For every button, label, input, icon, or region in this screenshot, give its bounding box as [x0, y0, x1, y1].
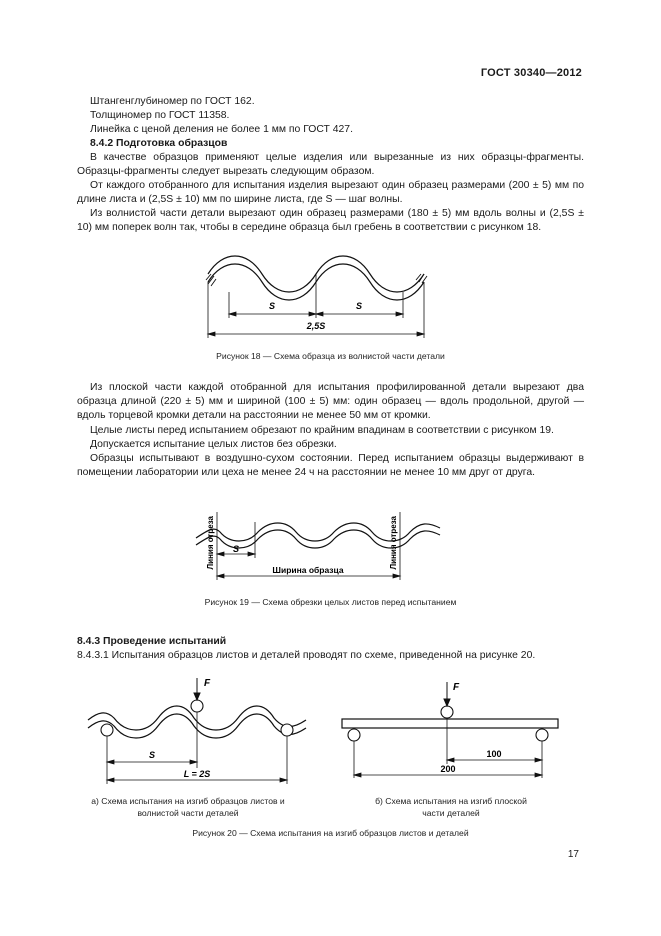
hatch-left: [206, 274, 216, 286]
figure-18-caption: Рисунок 18 — Схема образца из волнистой части детали: [216, 351, 445, 361]
fig19-dim-s: S: [232, 544, 240, 554]
figure-20b-diagram: [336, 668, 566, 788]
section-843-heading: 8.4.3 Проведение испытаний: [77, 636, 227, 647]
figure-18-diagram: [190, 252, 440, 344]
cut-line-left-label: Линия отреза: [206, 516, 215, 570]
figure-20a-caption: а) Схема испытания на изгиб образцов листов и волнистой части деталей: [91, 796, 285, 818]
conditioning-paragraph: Образцы испытывают в воздушно-сухом состоянии. Перед испытанием образцы выдерживают в помещении лаборатории или цеха не менее 24 ч на расстоянии не менее 10 мм друг от друга.: [77, 453, 584, 479]
document-standard-header: ГОСТ 30340—2012: [480, 67, 582, 79]
figure-20a-diagram: [82, 668, 312, 788]
fig20b-force-label: F: [453, 682, 460, 693]
fig20b-dim-100: 100: [486, 749, 502, 759]
page-number: 17: [567, 849, 579, 860]
section-843-paragraph-1: 8.4.3.1 Испытания образцов листов и деталей проводят по схеме, приведенной на рисунке 20.: [77, 650, 536, 661]
figure-20b-caption: б) Схема испытания на изгиб плоской части деталей: [375, 796, 527, 818]
figure-19-diagram: [190, 492, 446, 582]
instrument-ruler: Линейка с ценой деления не более 1 мм по ГОСТ 427.: [90, 124, 353, 135]
no-trim-allowed-paragraph: Допускается испытание целых листов без обрезки.: [90, 439, 337, 450]
dim-s-left: S: [268, 301, 276, 311]
fig20a-dim-l: L = 2S: [183, 769, 211, 779]
dim-total-width: 2,5S: [306, 321, 326, 331]
dim-s-right: S: [355, 301, 363, 311]
section-842-paragraph-2: От каждого отобранного для испытания изделия вырезают один образец размерами (200 ± 5) мм по длине листа и (2,5S ± 10) мм по ширине листа, где S — шаг волны.: [77, 180, 584, 206]
flat-plate-sample: [342, 719, 558, 728]
section-842-paragraph-3: Из волнистой части детали вырезают один образец размерами (180 ± 5) мм вдоль волны и (2,5S ± 10) мм поперек волн так, чтобы в середине образца был гребень в соответствии с рисунком 18.: [77, 208, 584, 234]
fig20a-force-label: F: [204, 678, 211, 689]
instrument-thickness-gauge: Толщиномер по ГОСТ 11358.: [90, 110, 230, 121]
fig20b-dim-200: 200: [440, 764, 456, 774]
figure-19-caption: Рисунок 19 — Схема обрезки целых листов перед испытанием: [204, 597, 457, 607]
figure-20-caption: Рисунок 20 — Схема испытания на изгиб образцов листов и деталей: [192, 828, 469, 838]
fig20a-force-arrow: [194, 678, 200, 700]
section-842-heading: 8.4.2 Подготовка образцов: [90, 138, 228, 149]
whole-sheet-trim-paragraph: Целые листы перед испытанием обрезают по крайним впадинам в соответствии с рисунком 19.: [90, 425, 554, 436]
flat-part-sample-paragraph: Из плоской части каждой отобранной для испытания профилированной детали вырезают два образца длиной (220 ± 5) мм и шириной (100 ± 5) мм: один образец — вдоль продольной, другой — вдоль торцевой кромки детали на расстоянии не менее 50 мм от кромки.: [77, 382, 584, 422]
cut-line-right-label: Линия отреза: [389, 516, 398, 570]
instrument-depth-gauge: Штангенглубиномер по ГОСТ 162.: [90, 96, 255, 107]
fig20a-dim-s: S: [148, 750, 156, 760]
fig20b-force-arrow: [444, 682, 450, 706]
section-842-paragraph-1: В качестве образцов применяют целые изделия или вырезанные из них образцы-фрагменты. Образцы-фрагменты следует вырезать следующим образом.: [77, 152, 584, 178]
fig19-dim-sample-width: Ширина образца: [272, 565, 344, 575]
